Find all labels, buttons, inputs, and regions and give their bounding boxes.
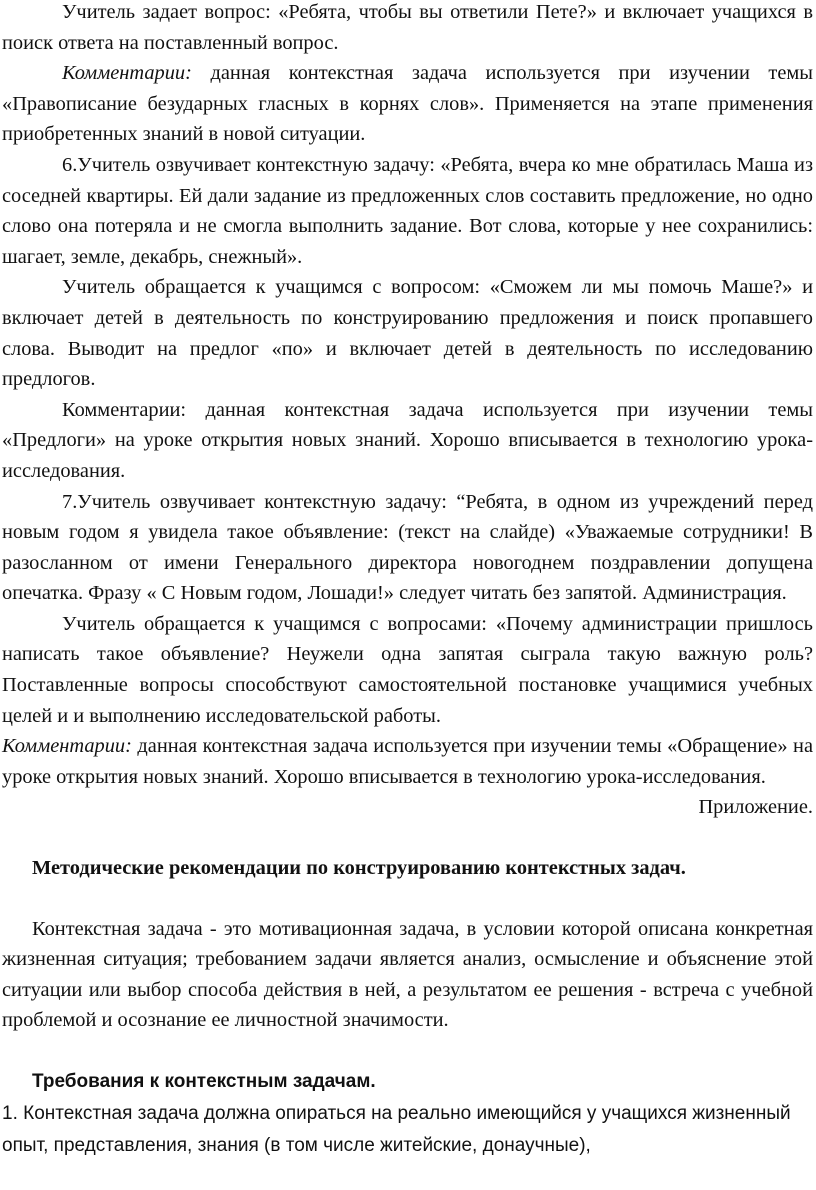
spacer xyxy=(2,823,813,853)
paragraph-comment-spelling xyxy=(2,58,813,150)
comment-text: данная контекстная задача используется при изучении темы «Обращение» на уроке открытия новых знаний. Хорошо вписывается в технологию урока-исследования. xyxy=(2,735,813,788)
comment-label: Комментарии: xyxy=(62,62,192,85)
paragraph-comment-address xyxy=(2,731,813,792)
spacer xyxy=(2,884,813,914)
paragraph-comment-prepositions: Комментарии: данная контекстная задача используется при изучении темы «Предлоги» на уроке открытия новых знаний. Хорошо вписывается в технологию урока-исследования. xyxy=(2,398,813,482)
paragraph-task-7: 7.Учитель озвучивает контекстную задачу: “Ребята, в одном из учреждений перед новым годом я увидела такое объявление: (текст на слайде) «Уважаемые сотрудники! В разосланном от имени Генерального директора новогоднем поздравлении допущена опечатка. Фразу « С Новым годом, Лошади!» следует читать без запятой. Администрация. xyxy=(2,490,813,605)
requirement-item-1: 1. Контекстная задача должна опираться на реально имеющийся у учащихся жизненный опыт, представления, знания (в том числе житейские, донаучные), xyxy=(2,1103,791,1156)
requirements-heading: Требования к контекстным задачам. xyxy=(32,1071,376,1092)
spacer xyxy=(2,1036,813,1066)
comment-text: данная контекстная задача используется при изучении темы «Правописание безударных гласных в корнях слов». Применяется на этапе применения приобретенных знаний в новой ситуации. xyxy=(2,62,813,146)
definition-paragraph: Контекстная задача - это мотивационная задача, в условии которой описана конкретная жизненная ситуация; требованием задачи является анализ, осмысление и объяснение этой ситуации или выбор способа действия в ней, а результатом ее решения - встреча с учебной проблемой и осознание ее личностной значимости. xyxy=(2,917,813,1032)
paragraph-teacher-question: Учитель задает вопрос: «Ребята, чтобы вы ответили Пете?» и включает учащихся в поиск ответа на поставленный вопрос. xyxy=(2,1,813,54)
paragraph-help-masha: Учитель обращается к учащимся с вопросом: «Сможем ли мы помочь Маше?» и включает детей в деятельность по конструированию предложения и поиск пропавшего слова. Выводит на предлог «по» и включает детей в деятельность по исследованию предлогов. xyxy=(2,276,813,391)
comment-label: Комментарии: xyxy=(2,735,132,758)
paragraph-task-6: 6.Учитель озвучивает контекстную задачу: «Ребята, вчера ко мне обратилась Маша из соседней квартиры. Ей дали задание из предложенных слов составить предложение, но одно слово она потеряла и не смогла выполнить задание. Вот слова, которые у нее сохранились: шагает, земле, декабрь, снежный». xyxy=(2,153,813,268)
appendix-label: Приложение. xyxy=(698,796,813,819)
paragraph-teacher-questions: Учитель обращается к учащимся с вопросами: «Почему администрации пришлось написать такое объявление? Неужели одна запятая сыграла такую важную роль? Поставленные вопросы способствуют самостоятельной постановке учащимися учебных целей и и выполнению исследовательской работы. xyxy=(2,612,813,727)
method-heading: Методические рекомендации по конструированию контекстных задач. xyxy=(32,857,686,880)
